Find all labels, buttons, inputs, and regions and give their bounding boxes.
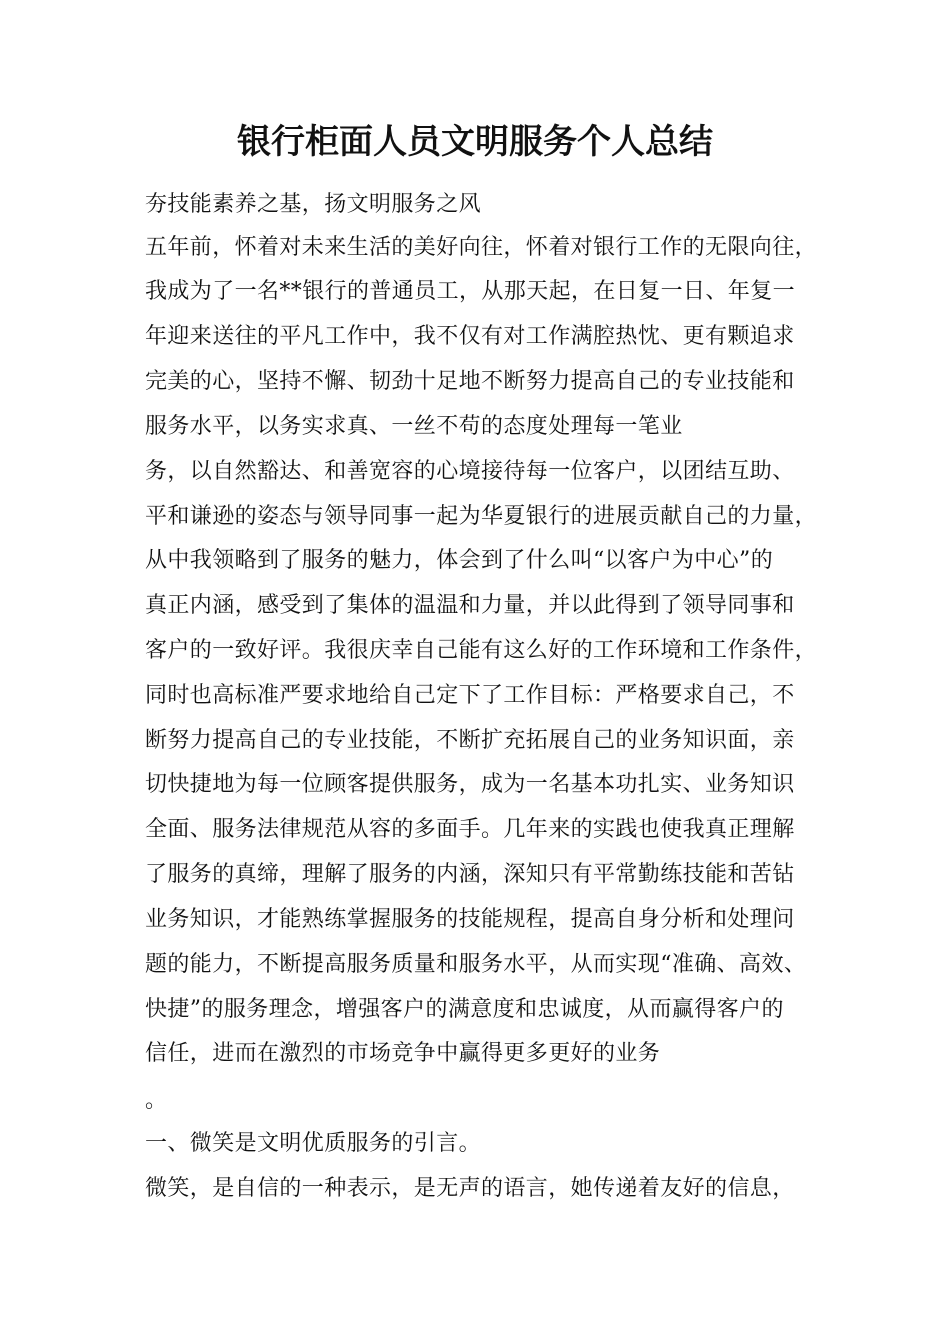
paragraph-line: 全面、服务法律规范从容的多面手。几年来的实践也使我真正理解: [145, 817, 795, 842]
paragraph-line: 信任，进而在激烈的市场竞争中赢得更多更好的业务: [145, 1041, 661, 1066]
subtitle-line: 夯技能素养之基，扬文明服务之风: [145, 192, 482, 217]
paragraph-line: 完美的心，坚持不懈、韧劲十足地不断努力提高自己的专业技能和: [145, 369, 795, 394]
paragraph-line: 微笑，是自信的一种表示，是无声的语言，她传递着友好的信息，: [145, 1176, 795, 1201]
section-heading: 一、微笑是文明优质服务的引言。: [145, 1131, 482, 1156]
paragraph-line: 快捷”的服务理念，增强客户的满意度和忠诚度，从而赢得客户的: [145, 997, 784, 1022]
paragraph-line: 切快捷地为每一位顾客提供服务，成为一名基本功扎实、业务知识: [145, 772, 795, 797]
paragraph-line: 服务水平，以务实求真、一丝不苟的态度处理每一笔业: [145, 414, 683, 439]
paragraph-line: 从中我领略到了服务的魅力，体会到了什么叫“以客户为中心”的: [145, 548, 774, 573]
paragraph-line: 五年前，怀着对未来生活的美好向往，怀着对银行工作的无限向往，: [145, 235, 818, 260]
paragraph-line: 年迎来送往的平凡工作中，我不仅有对工作满腔热忱、更有颗追求: [145, 324, 795, 349]
paragraph-line: 务，以自然豁达、和善宽容的心境接待每一位客户，以团结互助、: [145, 459, 795, 484]
paragraph-line: 我成为了一名**银行的普通员工，从那天起，在日复一日、年复一: [145, 279, 796, 304]
paragraph-line: 了服务的真缔，理解了服务的内涵，深知只有平常勤练技能和苦钻: [145, 862, 795, 887]
paragraph-line: 客户的一致好评。我很庆幸自己能有这么好的工作环境和工作条件，: [145, 638, 818, 663]
paragraph-line: 。: [145, 1088, 168, 1113]
paragraph-line: 业务知识，才能熟练掌握服务的技能规程，提高自身分析和处理问: [145, 907, 795, 932]
paragraph-line: 断努力提高自己的专业技能，不断扩充拓展自己的业务知识面，亲: [145, 728, 795, 753]
document-title: 银行柜面人员文明服务个人总结: [237, 122, 713, 162]
paragraph-line: 真正内涵，感受到了集体的温温和力量，并以此得到了领导同事和: [145, 593, 795, 618]
paragraph-line: 同时也高标准严要求地给自己定下了工作目标：严格要求自己，不: [145, 683, 795, 708]
paragraph-line: 题的能力，不断提高服务质量和服务水平，从而实现“准确、高效、: [145, 952, 807, 977]
paragraph-line: 平和谦逊的姿态与领导同事一起为华夏银行的进展贡献自己的力量，: [145, 504, 818, 529]
